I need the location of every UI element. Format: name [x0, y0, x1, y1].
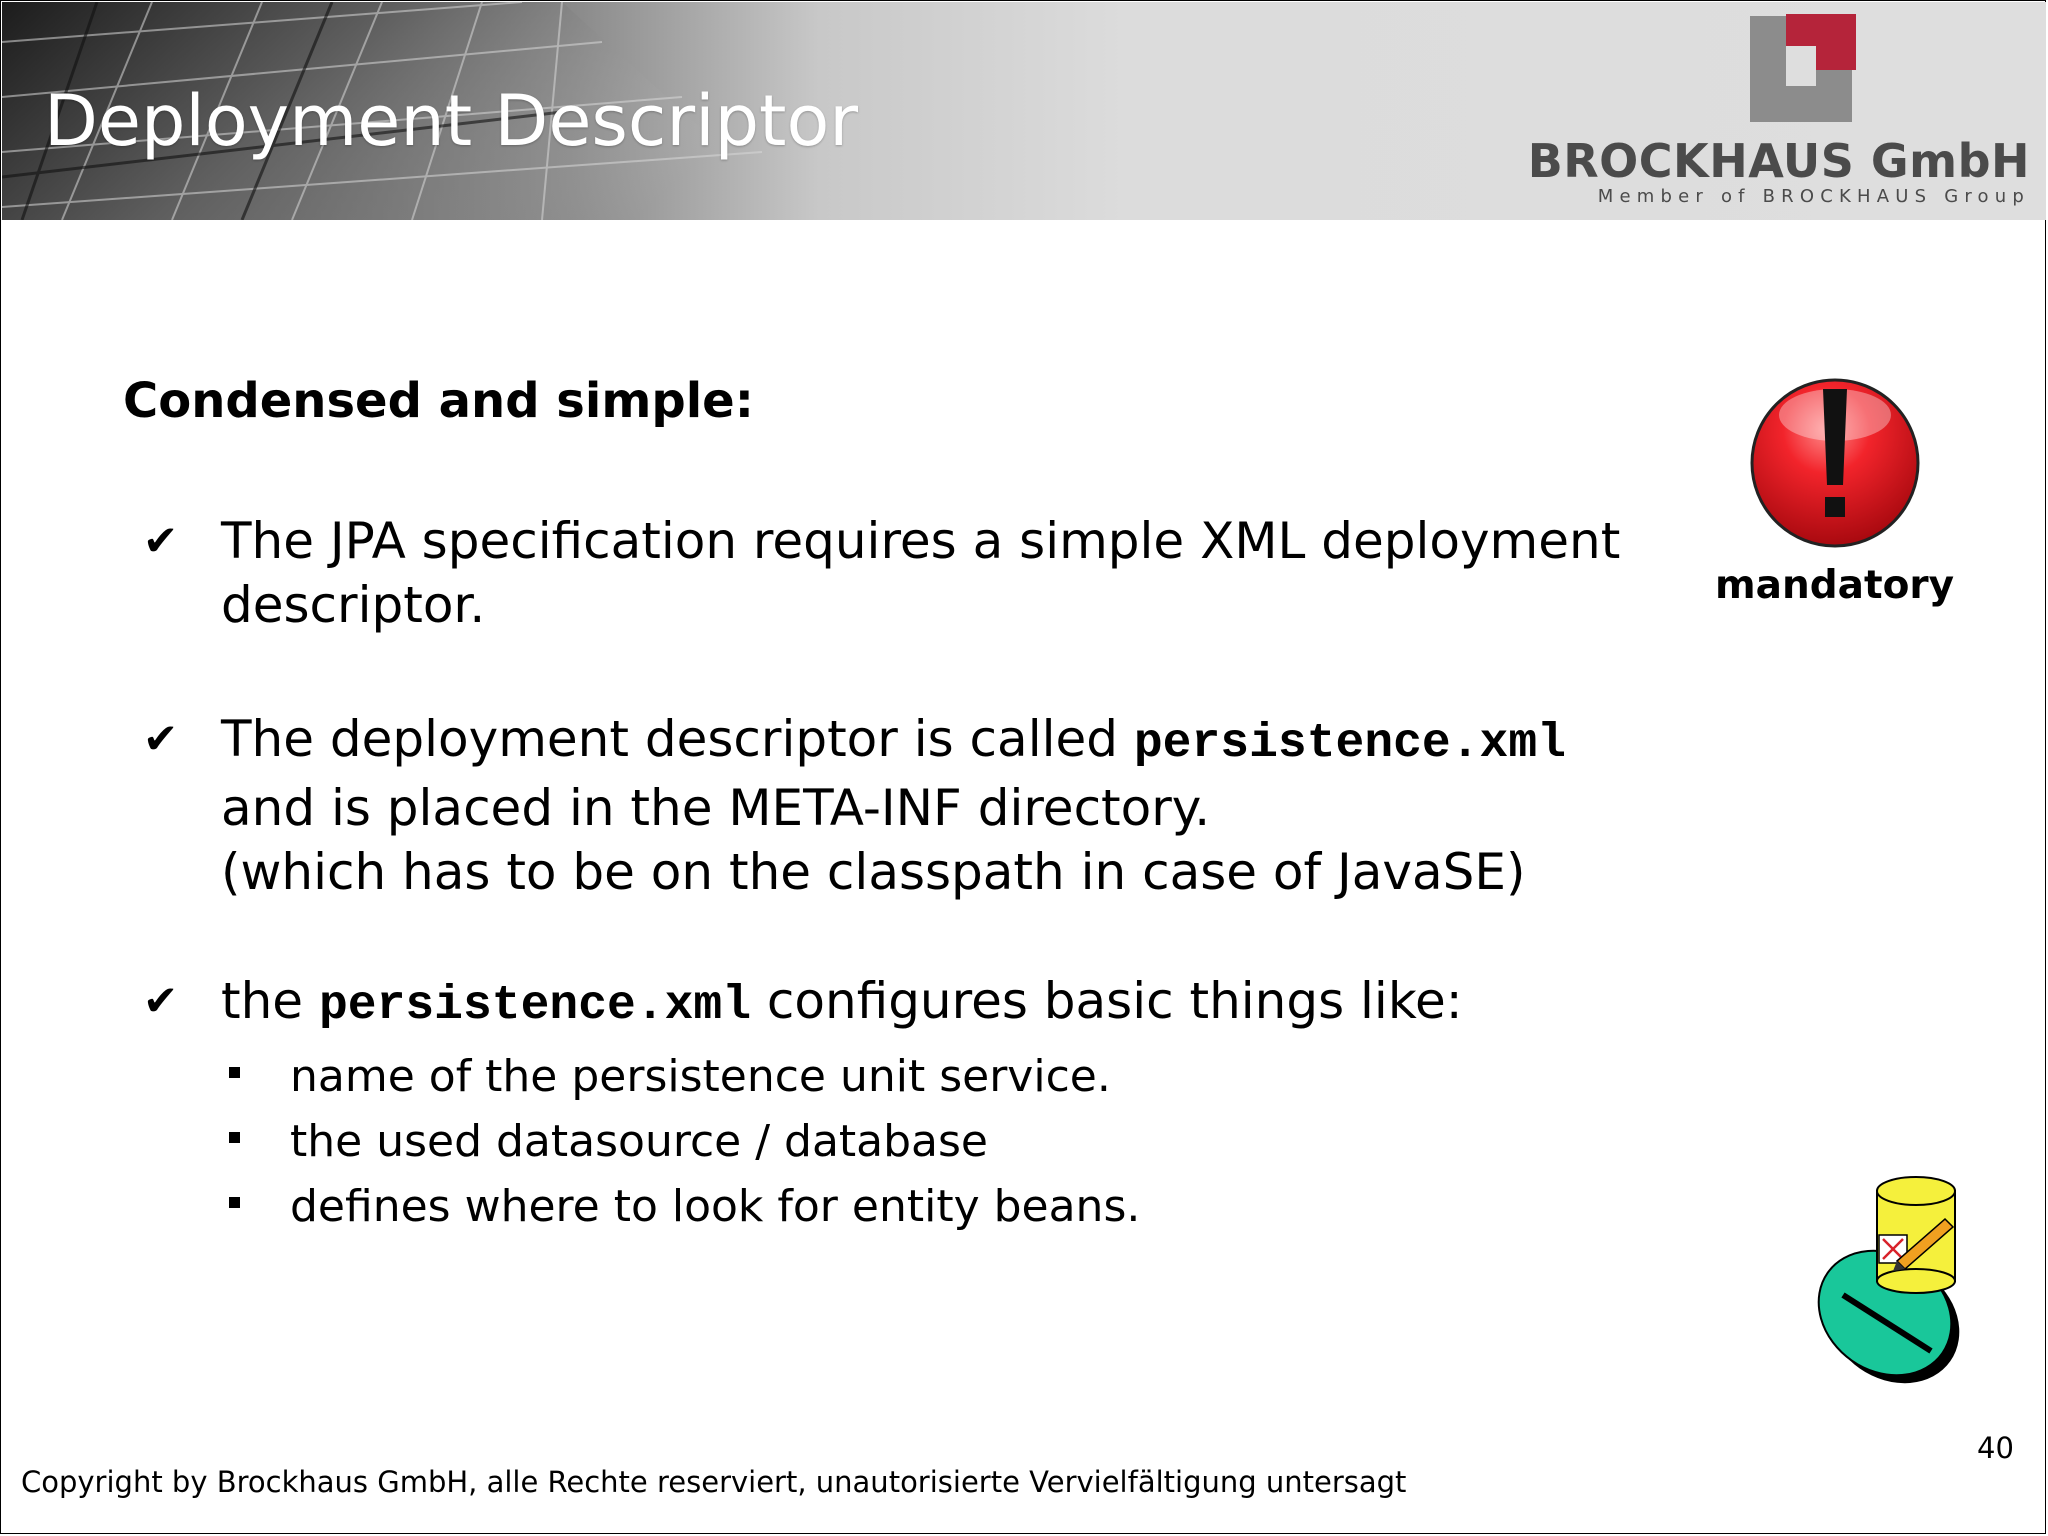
sub-bullet-text: name of the persistence unit service.	[290, 1051, 1111, 1102]
company-tagline: Member of BROCKHAUS Group	[1597, 186, 2030, 207]
section-heading: Condensed and simple:	[123, 373, 754, 429]
bullet-line: The deployment descriptor is called	[221, 710, 1134, 768]
brockhaus-logo-icon	[1750, 14, 1860, 124]
copyright-notice: Copyright by Brockhaus GmbH, alle Rechte reserviert, unautorisierte Vervielfältigung untersagt	[21, 1465, 1407, 1499]
bullet-line: and is placed in the META-INF directory.	[221, 779, 1211, 837]
bullet-line: The JPA specification requires a simple XML deployment	[221, 512, 1621, 570]
checkmark-icon: ✔	[143, 976, 179, 1025]
bullet-line: (which has to be on the classpath in case of JavaSE)	[221, 843, 1526, 901]
code-filename: persistence.xml	[1133, 717, 1566, 771]
checkmark-icon: ✔	[143, 714, 179, 763]
page-number: 40	[1977, 1431, 2014, 1465]
database-edit-icon	[1797, 1171, 1997, 1401]
bullet-suffix: configures basic things like:	[751, 972, 1463, 1030]
bullet-prefix: the	[221, 972, 319, 1030]
bullet-text	[221, 969, 1463, 1038]
square-bullet-icon	[229, 1197, 240, 1208]
square-bullet-icon	[229, 1067, 240, 1078]
bullet-line: descriptor.	[221, 576, 486, 634]
code-filename: persistence.xml	[318, 979, 752, 1033]
square-bullet-icon	[229, 1132, 240, 1143]
bullet-text	[221, 509, 1620, 637]
checkmark-icon: ✔	[143, 516, 179, 565]
company-name: BROCKHAUS GmbH	[1527, 134, 2030, 188]
slide-title: Deployment Descriptor	[44, 80, 859, 162]
sub-bullet-text: the used datasource / database	[290, 1116, 989, 1167]
sub-bullet-text: defines where to look for entity beans.	[290, 1181, 1141, 1232]
bullet-text	[221, 707, 1566, 904]
mandatory-label: mandatory	[1715, 563, 1955, 608]
exclamation-icon	[1747, 375, 1923, 551]
header-banner	[2, 2, 2046, 220]
